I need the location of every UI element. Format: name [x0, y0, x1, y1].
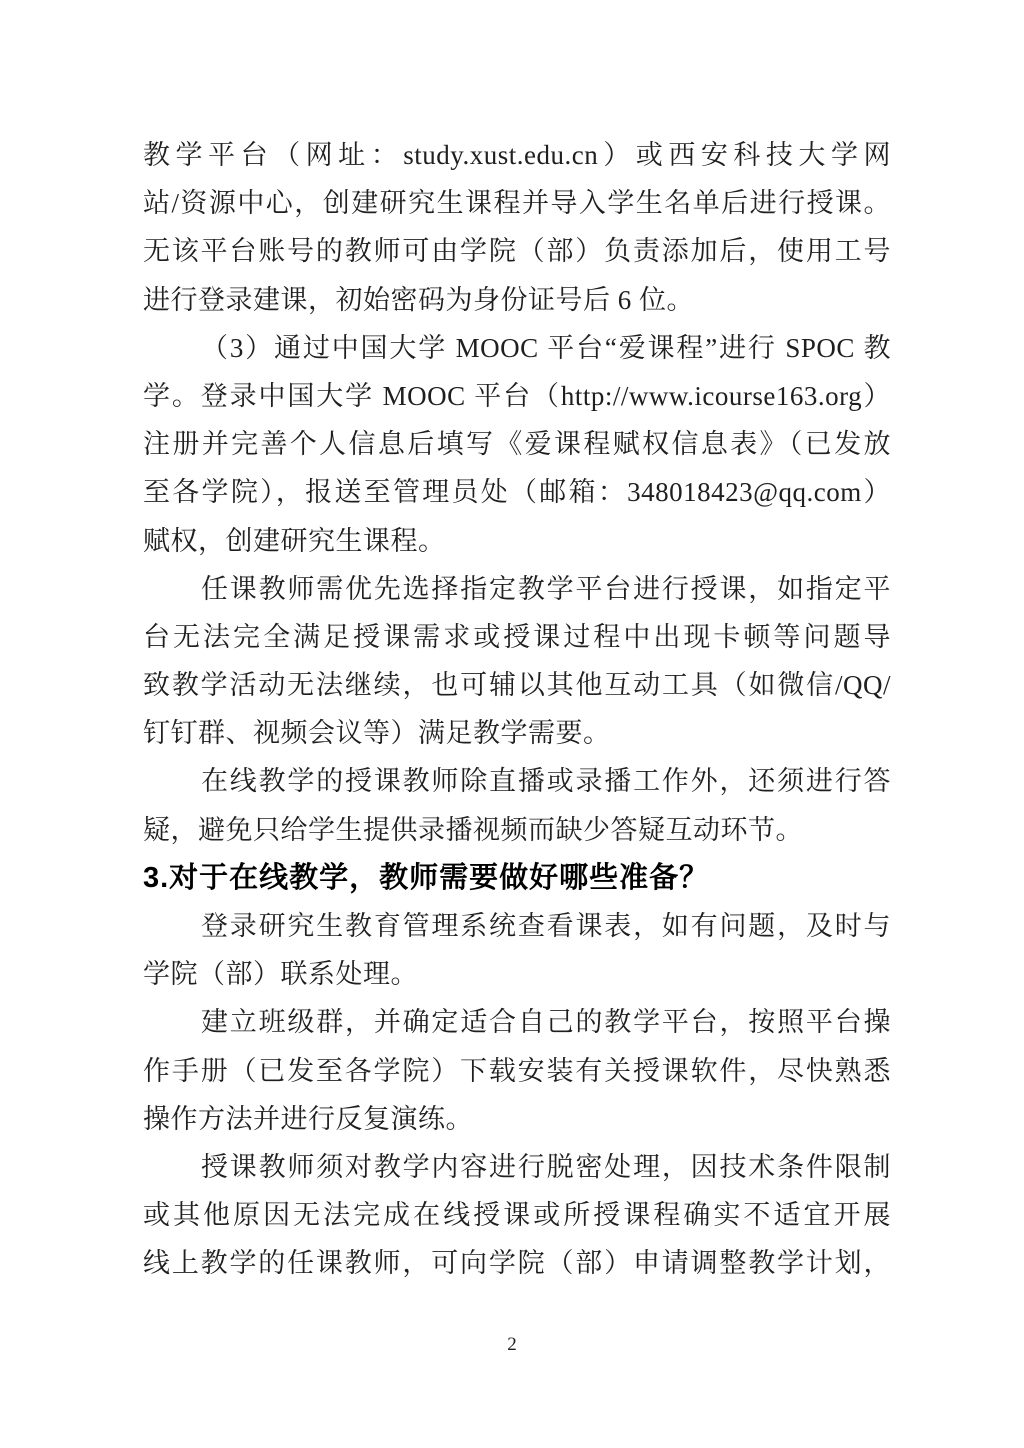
document-body	[143, 131, 891, 1288]
paragraph-line: 作手册（已发至各学院）下载安装有关授课软件，尽快熟悉	[143, 1055, 891, 1086]
paragraph-line: 在线教学的授课教师除直播或录播工作外，还须进行答	[201, 766, 891, 797]
section-heading: 3.对于在线教学，教师需要做好哪些准备？	[143, 861, 710, 894]
paragraph-line: 学。登录中国大学 MOOC 平台（http://www.icourse163.org）	[143, 380, 891, 411]
paragraph-line: 赋权，创建研究生课程。	[143, 525, 446, 556]
paragraph-line: 无该平台账号的教师可由学院（部）负责添加后，使用工号	[143, 236, 891, 267]
paragraph-line: 建立班级群，并确定适合自己的教学平台，按照平台操	[201, 1007, 891, 1038]
paragraph-line: （3）通过中国大学 MOOC 平台“爱课程”进行 SPOC 教	[201, 332, 891, 363]
paragraph-line: 疑，避免只给学生提供录播视频而缺少答疑互动环节。	[143, 814, 803, 845]
paragraph-line: 任课教师需优先选择指定教学平台进行授课，如指定平	[201, 573, 891, 604]
paragraph-line: 登录研究生教育管理系统查看课表，如有问题，及时与	[201, 911, 891, 941]
paragraph-line: 注册并完善个人信息后填写《爱课程赋权信息表》（已发放	[143, 429, 891, 460]
paragraph-line: 线上教学的任课教师，可向学院（部）申请调整教学计划，	[143, 1248, 891, 1279]
paragraph-line: 台无法完全满足授课需求或授课过程中出现卡顿等问题导	[143, 621, 891, 652]
paragraph-line: 进行登录建课，初始密码为身份证号后 6 位。	[143, 284, 694, 315]
paragraph-line: 学院（部）联系处理。	[143, 959, 418, 990]
paragraph-line: 至各学院），报送至管理员处（邮箱：348018423@qq.com）	[143, 477, 891, 508]
paragraph-line: 致教学活动无法继续，也可辅以其他互动工具（如微信/QQ/	[143, 670, 891, 701]
paragraph-line: 教学平台（网址：study.xust.edu.cn）或西安科技大学网	[143, 140, 891, 170]
paragraph-line: 操作方法并进行反复演练。	[143, 1103, 473, 1134]
paragraph-line: 或其他原因无法完成在线授课或所授课程确实不适宜开展	[143, 1200, 891, 1231]
page-number: 2	[507, 1334, 517, 1355]
paragraph-line: 站/资源中心，创建研究生课程并导入学生名单后进行授课。	[143, 188, 891, 219]
paragraph-line: 钉钉群、视频会议等）满足教学需要。	[143, 718, 611, 749]
paragraph-line: 授课教师须对教学内容进行脱密处理，因技术条件限制	[201, 1151, 891, 1182]
